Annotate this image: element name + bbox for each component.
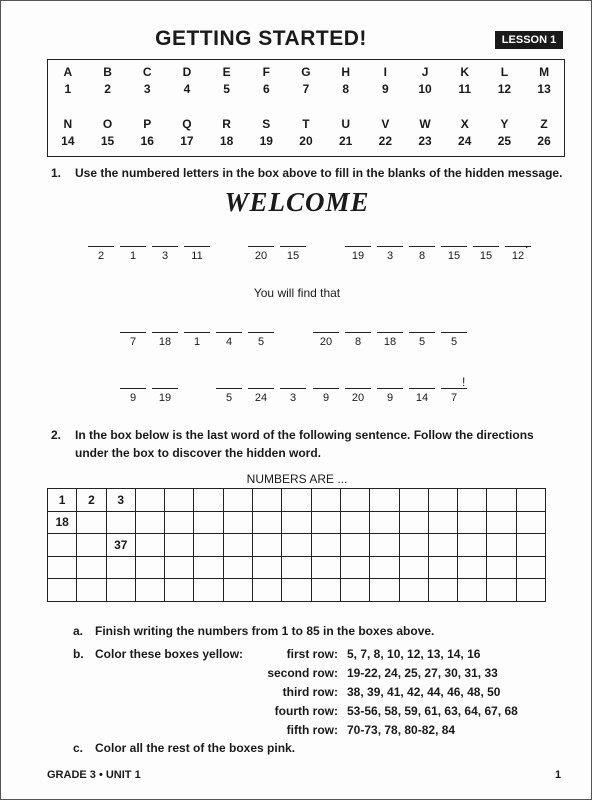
grid-cell[interactable] bbox=[311, 556, 340, 579]
grid-cell[interactable] bbox=[77, 511, 106, 534]
answer-blank[interactable] bbox=[473, 246, 499, 247]
grid-cell[interactable] bbox=[253, 534, 282, 557]
grid-cell[interactable] bbox=[399, 556, 428, 579]
grid-title: NUMBERS ARE ... bbox=[246, 472, 348, 486]
code-number: 10 bbox=[418, 82, 432, 96]
grid-cell[interactable] bbox=[253, 556, 282, 579]
grid-cell[interactable] bbox=[516, 556, 545, 579]
code-number: 25 bbox=[497, 134, 512, 148]
grid-cell[interactable] bbox=[311, 511, 340, 534]
grid-cell[interactable] bbox=[77, 579, 106, 602]
blank-code-number: 15 bbox=[447, 250, 461, 262]
code-number: 14 bbox=[61, 134, 75, 148]
grid-cell[interactable] bbox=[428, 556, 457, 579]
code-number: 18 bbox=[219, 134, 234, 148]
answer-blank[interactable] bbox=[248, 388, 274, 389]
code-letter: D bbox=[182, 65, 192, 79]
blank-code-number: 11 bbox=[191, 250, 203, 262]
answer-blank[interactable] bbox=[88, 246, 114, 247]
code-letter: I bbox=[383, 65, 388, 79]
grid-row bbox=[48, 489, 546, 512]
blank-code-number: 9 bbox=[386, 392, 394, 404]
code-letter: A bbox=[63, 65, 73, 79]
grid-cell[interactable] bbox=[253, 511, 282, 534]
code-cell bbox=[246, 116, 286, 150]
grid-cell[interactable] bbox=[253, 489, 282, 512]
blank-code-number: 5 bbox=[225, 392, 233, 404]
blank-code-number: 7 bbox=[450, 392, 458, 404]
grid-cell[interactable] bbox=[311, 489, 340, 512]
grid-cell[interactable] bbox=[194, 579, 223, 602]
code-number: 15 bbox=[100, 134, 115, 148]
line-3-exclamation: ! bbox=[462, 375, 466, 389]
code-cell bbox=[88, 64, 128, 98]
line-1-period: . bbox=[525, 237, 529, 251]
code-cell bbox=[246, 64, 286, 98]
grid-cell[interactable] bbox=[458, 556, 487, 579]
answer-blank[interactable] bbox=[152, 246, 178, 247]
code-letter: E bbox=[222, 65, 231, 79]
answer-blank[interactable] bbox=[216, 388, 242, 389]
code-number: 20 bbox=[299, 134, 313, 148]
blank-code-number: 5 bbox=[450, 336, 458, 348]
grid-cell[interactable] bbox=[370, 489, 399, 512]
color-row-label: first row: bbox=[286, 647, 338, 661]
grid-cell[interactable]: 2 bbox=[77, 489, 106, 512]
blank-code-number: 15 bbox=[286, 250, 300, 262]
code-number: 26 bbox=[537, 134, 551, 148]
grid-row bbox=[48, 511, 546, 534]
code-letter: Q bbox=[182, 117, 192, 131]
code-cell bbox=[48, 64, 88, 98]
grid-cell[interactable] bbox=[48, 579, 77, 602]
color-row-label: second row: bbox=[267, 666, 338, 680]
grid-cell[interactable] bbox=[487, 556, 516, 579]
code-letter: Z bbox=[540, 117, 548, 131]
grid-cell[interactable] bbox=[487, 534, 516, 557]
blank-code-number: 19 bbox=[158, 392, 172, 404]
code-letter: V bbox=[381, 117, 390, 131]
code-number: 13 bbox=[537, 82, 551, 96]
code-cell bbox=[207, 64, 247, 98]
instruction-a-text: Finish writing the numbers from 1 to 85 in the boxes above. bbox=[95, 624, 435, 638]
code-number: 24 bbox=[458, 134, 472, 148]
grid-cell[interactable] bbox=[516, 511, 545, 534]
answer-blank[interactable] bbox=[152, 388, 178, 389]
letter-number-code-box bbox=[47, 59, 565, 157]
grid-cell[interactable] bbox=[458, 511, 487, 534]
code-number: 1 bbox=[64, 82, 72, 96]
answer-blank[interactable] bbox=[409, 246, 435, 247]
code-cell bbox=[524, 64, 564, 98]
code-letter: C bbox=[142, 65, 152, 79]
answer-blank[interactable] bbox=[345, 388, 371, 389]
code-letter: G bbox=[301, 65, 311, 79]
color-row-values: 38, 39, 41, 42, 44, 46, 48, 50 bbox=[347, 685, 501, 699]
answer-blank[interactable] bbox=[280, 246, 306, 247]
code-cell bbox=[127, 64, 167, 98]
code-letter: B bbox=[103, 65, 112, 79]
code-number: 8 bbox=[342, 82, 349, 96]
code-cell bbox=[167, 116, 207, 150]
grid-cell[interactable] bbox=[48, 534, 77, 557]
grid-cell[interactable] bbox=[135, 534, 164, 557]
grid-cell[interactable] bbox=[282, 511, 311, 534]
page-title: GETTING STARTED! bbox=[155, 27, 367, 50]
code-letter: T bbox=[302, 117, 310, 131]
blank-code-number: 1 bbox=[193, 336, 201, 348]
code-letter: R bbox=[222, 117, 231, 131]
code-cell bbox=[127, 116, 167, 150]
answer-blank[interactable] bbox=[313, 388, 339, 389]
blank-code-number: 4 bbox=[225, 336, 233, 348]
grid-cell[interactable] bbox=[370, 579, 399, 602]
blank-code-number: 5 bbox=[257, 336, 265, 348]
grid-cell[interactable] bbox=[165, 511, 194, 534]
grid-cell[interactable] bbox=[223, 579, 252, 602]
code-cell bbox=[485, 64, 525, 98]
grid-cell[interactable] bbox=[223, 489, 252, 512]
code-number: 19 bbox=[259, 134, 273, 148]
code-number: 3 bbox=[143, 82, 151, 96]
code-cell bbox=[48, 116, 88, 150]
welcome-heading: WELCOME bbox=[224, 187, 370, 217]
code-cell bbox=[207, 116, 247, 150]
grid-cell[interactable]: 1 bbox=[48, 489, 77, 512]
grid-cell[interactable] bbox=[516, 489, 545, 512]
color-row-label: fifth row: bbox=[286, 723, 338, 737]
question-1-number: 1. bbox=[51, 166, 62, 180]
code-letter: H bbox=[341, 65, 350, 79]
grid-cell[interactable] bbox=[135, 511, 164, 534]
grid-cell[interactable] bbox=[165, 556, 194, 579]
grid-cell[interactable] bbox=[370, 556, 399, 579]
code-number: 21 bbox=[338, 134, 353, 148]
code-row-n-z bbox=[48, 116, 564, 150]
grid-cell[interactable] bbox=[194, 489, 223, 512]
grid-cell[interactable] bbox=[487, 489, 516, 512]
grid-cell[interactable] bbox=[135, 579, 164, 602]
code-letter: F bbox=[262, 65, 270, 79]
color-row-values: 70-73, 78, 80-82, 84 bbox=[347, 723, 456, 737]
color-row-values: 5, 7, 8, 10, 12, 13, 14, 16 bbox=[347, 647, 481, 661]
grid-cell[interactable] bbox=[282, 489, 311, 512]
answer-blank[interactable] bbox=[152, 332, 178, 333]
blank-code-number: 5 bbox=[418, 336, 426, 348]
code-cell bbox=[524, 116, 564, 150]
blank-code-number: 8 bbox=[354, 336, 362, 348]
code-letter: K bbox=[460, 65, 470, 79]
code-letter: O bbox=[102, 117, 113, 131]
grid-cell[interactable] bbox=[282, 534, 311, 557]
grid-cell[interactable] bbox=[399, 511, 428, 534]
code-letter: J bbox=[421, 65, 429, 79]
answer-blank[interactable] bbox=[441, 246, 467, 247]
answer-blank[interactable] bbox=[345, 332, 371, 333]
answer-blank[interactable] bbox=[216, 332, 242, 333]
grid-cell[interactable]: 3 bbox=[106, 489, 135, 512]
grid-cell[interactable] bbox=[370, 511, 399, 534]
code-cell bbox=[326, 116, 366, 150]
blank-code-number: 9 bbox=[129, 392, 137, 404]
answer-blank[interactable] bbox=[120, 388, 146, 389]
middle-text: You will find that bbox=[253, 286, 341, 300]
blank-code-number: 20 bbox=[319, 336, 333, 348]
code-cell bbox=[286, 64, 326, 98]
grid-row bbox=[48, 579, 546, 602]
answer-blank[interactable] bbox=[441, 332, 467, 333]
answer-blank[interactable] bbox=[377, 388, 403, 389]
instruction-c-text: Color all the rest of the boxes pink. bbox=[95, 741, 296, 755]
grid-cell[interactable] bbox=[253, 579, 282, 602]
code-letter: X bbox=[460, 117, 469, 131]
answer-blank[interactable] bbox=[377, 246, 403, 247]
grid-cell[interactable] bbox=[282, 579, 311, 602]
code-number: 12 bbox=[497, 82, 512, 96]
grid-cell[interactable] bbox=[77, 534, 106, 557]
grid-cell[interactable] bbox=[48, 556, 77, 579]
grid-cell[interactable] bbox=[165, 579, 194, 602]
answer-blank[interactable] bbox=[184, 246, 210, 247]
footer-page-number: 1 bbox=[555, 769, 562, 781]
question-2-text-line-1: In the box below is the last word of the following sentence. Follow the directions bbox=[75, 428, 534, 442]
grid-cell[interactable] bbox=[340, 511, 369, 534]
blank-code-number: 18 bbox=[383, 336, 397, 348]
grid-cell[interactable] bbox=[223, 511, 252, 534]
question-2-number: 2. bbox=[51, 428, 62, 442]
number-grid bbox=[47, 488, 546, 602]
code-letter: N bbox=[63, 117, 73, 131]
grid-cell[interactable] bbox=[282, 556, 311, 579]
color-row-label: fourth row: bbox=[274, 704, 338, 718]
footer-grade-unit: GRADE 3 • UNIT 1 bbox=[47, 769, 141, 781]
grid-cell[interactable] bbox=[106, 556, 135, 579]
instruction-c-letter: c. bbox=[73, 741, 84, 755]
instruction-b-letter: b. bbox=[73, 647, 84, 661]
blank-code-number: 9 bbox=[322, 392, 330, 404]
code-number: 16 bbox=[140, 134, 154, 148]
blank-code-number: 1 bbox=[129, 250, 137, 262]
blank-code-number: 15 bbox=[479, 250, 493, 262]
code-letter: M bbox=[539, 65, 550, 79]
question-1-text: Use the numbered letters in the box above to fill in the blanks of the hidden message. bbox=[75, 166, 563, 180]
grid-cell[interactable] bbox=[135, 489, 164, 512]
code-cell bbox=[88, 116, 128, 150]
grid-cell[interactable] bbox=[165, 534, 194, 557]
grid-cell[interactable] bbox=[487, 511, 516, 534]
answer-blank[interactable] bbox=[248, 332, 274, 333]
blank-code-number: 19 bbox=[351, 250, 365, 262]
code-cell bbox=[405, 64, 445, 98]
grid-cell[interactable] bbox=[487, 579, 516, 602]
grid-row bbox=[48, 534, 546, 557]
grid-cell[interactable] bbox=[194, 511, 223, 534]
code-number: 9 bbox=[382, 82, 389, 96]
grid-cell[interactable] bbox=[399, 534, 428, 557]
grid-cell[interactable] bbox=[340, 534, 369, 557]
answer-blank[interactable] bbox=[345, 246, 371, 247]
blank-code-number: 20 bbox=[254, 250, 268, 262]
grid-cell[interactable] bbox=[516, 534, 545, 557]
code-number: 23 bbox=[418, 134, 432, 148]
blank-code-number: 8 bbox=[418, 250, 426, 262]
grid-cell[interactable] bbox=[340, 489, 369, 512]
code-cell bbox=[445, 116, 485, 150]
color-row-values: 53-56, 58, 59, 61, 63, 64, 67, 68 bbox=[347, 704, 518, 718]
grid-cell[interactable] bbox=[311, 579, 340, 602]
instruction-b-text: Color these boxes yellow: bbox=[95, 647, 244, 661]
blank-code-number: 14 bbox=[415, 392, 429, 404]
answer-blank[interactable] bbox=[377, 332, 403, 333]
question-2-text-line-2: under the box to discover the hidden word. bbox=[75, 446, 322, 460]
code-letter: U bbox=[341, 117, 350, 131]
grid-cell[interactable] bbox=[340, 556, 369, 579]
code-cell bbox=[366, 64, 406, 98]
grid-cell[interactable] bbox=[458, 579, 487, 602]
code-row-a-m bbox=[48, 64, 564, 98]
grid-cell[interactable] bbox=[428, 511, 457, 534]
blank-code-number: 24 bbox=[254, 392, 268, 404]
answer-blank[interactable] bbox=[280, 388, 306, 389]
grid-cell[interactable]: 37 bbox=[106, 534, 135, 557]
blank-code-number: 3 bbox=[386, 250, 394, 262]
answer-blank[interactable] bbox=[248, 246, 274, 247]
answer-blank[interactable] bbox=[120, 332, 146, 333]
grid-cell[interactable] bbox=[458, 534, 487, 557]
code-cell bbox=[366, 116, 406, 150]
blank-code-number: 3 bbox=[289, 392, 297, 404]
answer-blank[interactable] bbox=[184, 332, 210, 333]
grid-cell[interactable] bbox=[223, 556, 252, 579]
color-row-values: 19-22, 24, 25, 27, 30, 31, 33 bbox=[347, 666, 498, 680]
instruction-a-letter: a. bbox=[73, 624, 84, 638]
code-number: 4 bbox=[183, 82, 191, 96]
code-letter: W bbox=[419, 117, 431, 131]
code-letter: P bbox=[143, 117, 152, 131]
grid-cell[interactable] bbox=[106, 579, 135, 602]
blank-code-number: 18 bbox=[158, 336, 172, 348]
grid-cell[interactable] bbox=[311, 534, 340, 557]
grid-cell[interactable] bbox=[428, 579, 457, 602]
blank-code-number: 3 bbox=[161, 250, 169, 262]
grid-cell[interactable] bbox=[428, 534, 457, 557]
lesson-badge: LESSON 1 bbox=[495, 31, 563, 49]
code-cell bbox=[286, 116, 326, 150]
grid-cell[interactable] bbox=[399, 579, 428, 602]
code-number: 17 bbox=[180, 134, 194, 148]
grid-cell[interactable] bbox=[135, 556, 164, 579]
answer-blank[interactable] bbox=[120, 246, 146, 247]
code-letter: L bbox=[500, 65, 509, 79]
code-cell bbox=[485, 116, 525, 150]
blank-code-number: 20 bbox=[351, 392, 365, 404]
grid-cell[interactable] bbox=[165, 489, 194, 512]
code-number: 5 bbox=[223, 82, 230, 96]
grid-cell[interactable] bbox=[194, 534, 223, 557]
code-cell bbox=[167, 64, 207, 98]
grid-cell[interactable]: 18 bbox=[48, 511, 77, 534]
grid-cell[interactable] bbox=[340, 579, 369, 602]
code-number: 7 bbox=[302, 82, 310, 96]
blank-code-number: 12 bbox=[511, 250, 525, 262]
code-letter: S bbox=[262, 117, 271, 131]
grid-cell[interactable] bbox=[399, 489, 428, 512]
code-letter: Y bbox=[500, 117, 509, 131]
grid-row bbox=[48, 556, 546, 579]
answer-blank[interactable] bbox=[313, 332, 339, 333]
code-cell bbox=[445, 64, 485, 98]
grid-cell[interactable] bbox=[516, 579, 545, 602]
blank-code-number: 7 bbox=[129, 336, 137, 348]
grid-cell[interactable] bbox=[458, 489, 487, 512]
answer-blank[interactable] bbox=[409, 388, 435, 389]
color-row-label: third row: bbox=[282, 685, 338, 699]
code-number: 6 bbox=[262, 82, 270, 96]
grid-cell[interactable] bbox=[77, 556, 106, 579]
grid-cell[interactable] bbox=[223, 534, 252, 557]
code-cell bbox=[326, 64, 366, 98]
grid-cell[interactable] bbox=[370, 534, 399, 557]
code-number: 11 bbox=[458, 82, 472, 96]
blank-code-number: 2 bbox=[97, 250, 105, 262]
grid-cell[interactable] bbox=[428, 489, 457, 512]
code-number: 2 bbox=[104, 82, 111, 96]
code-number: 22 bbox=[378, 134, 393, 148]
grid-cell[interactable] bbox=[194, 556, 223, 579]
code-cell bbox=[405, 116, 445, 150]
answer-blank[interactable] bbox=[409, 332, 435, 333]
grid-cell[interactable] bbox=[106, 511, 135, 534]
